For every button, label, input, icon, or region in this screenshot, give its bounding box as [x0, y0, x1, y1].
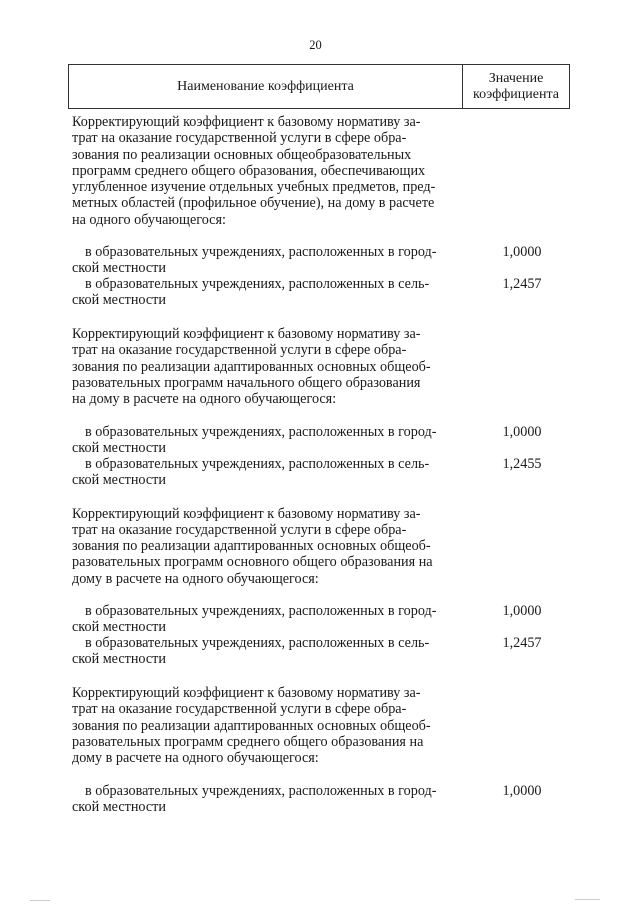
coefficient-value: 1,2457: [502, 276, 542, 293]
coefficient-value: 1,2455: [502, 455, 542, 472]
row-label-line1: в образовательных учреждениях, расположенных в сель-: [85, 635, 430, 652]
row-label-line2: ской местности: [72, 651, 166, 668]
scan-artifact: [30, 900, 50, 901]
coefficient-value: 1,0000: [502, 423, 542, 440]
heading-line: зования по реализации основных общеобразовательных: [72, 146, 412, 163]
coefficient-row: [72, 783, 562, 815]
heading-line: Корректирующий коэффициент к базовому нормативу за-: [72, 326, 421, 343]
row-label: [72, 783, 462, 816]
row-label-line2: ской местности: [72, 471, 166, 488]
heading-line: на дому в расчете на одного обучающегося:: [72, 391, 337, 408]
coefficient-value: 1,0000: [502, 244, 542, 261]
table-header: [68, 64, 570, 109]
row-label: [72, 456, 462, 489]
row-label-line2: ской местности: [72, 619, 166, 636]
heading-line: трат на оказание государственной услуги в сфере обра-: [72, 342, 407, 359]
coefficient-row: [72, 244, 562, 276]
coefficient-row: [72, 635, 562, 667]
heading-line: дому в расчете на одного обучающегося:: [72, 750, 319, 767]
coefficient-row: [72, 603, 562, 635]
row-label: [72, 635, 462, 668]
row-label-line2: ской местности: [72, 292, 166, 309]
coefficient-heading: [72, 326, 462, 407]
coefficient-value: 1,2457: [502, 635, 542, 652]
coefficient-block: [72, 326, 562, 487]
heading-line: на одного обучающегося:: [72, 211, 226, 228]
heading-line: программ среднего общего образования, обеспечивающих: [72, 162, 426, 179]
coefficient-row: [72, 424, 562, 456]
heading-line: дому в расчете на одного обучающегося:: [72, 570, 319, 587]
heading-line: зования по реализации адаптированных основных общеоб-: [72, 358, 431, 375]
coefficient-block: [72, 114, 562, 308]
row-label-line1: в образовательных учреждениях, расположенных в город-: [85, 782, 437, 799]
row-label-line2: ской местности: [72, 439, 166, 456]
heading-line: углубленное изучение отдельных учебных предметов, пред-: [72, 179, 436, 196]
column-header-name: Наименование коэффициента: [177, 78, 354, 94]
row-label: [72, 276, 462, 309]
heading-line: трат на оказание государственной услуги в сфере обра-: [72, 130, 407, 147]
heading-line: Корректирующий коэффициент к базовому нормативу за-: [72, 114, 421, 130]
row-label-line1: в образовательных учреждениях, расположенных в сель-: [85, 276, 430, 293]
coefficient-block: [72, 685, 562, 814]
scan-artifact: [575, 899, 600, 900]
heading-line: разовательных программ основного общего образования на: [72, 554, 433, 571]
coefficient-heading: [72, 506, 462, 587]
coefficient-value: 1,0000: [502, 603, 542, 620]
column-header-value-line1: Значение: [488, 70, 544, 86]
coefficient-block: [72, 506, 562, 667]
coefficient-list: [72, 114, 562, 833]
heading-line: трат на оказание государственной услуги в сфере обра-: [72, 701, 407, 718]
heading-line: зования по реализации адаптированных основных общеоб-: [72, 717, 431, 734]
heading-line: зования по реализации адаптированных основных общеоб-: [72, 538, 431, 555]
coefficient-heading: [72, 114, 462, 228]
heading-line: разовательных программ начального общего образования: [72, 374, 421, 391]
column-header-value-line2: коэффициента: [473, 86, 559, 102]
row-label-line2: ской местности: [72, 260, 166, 277]
coefficient-value: 1,0000: [502, 782, 542, 799]
row-label: [72, 244, 462, 277]
heading-line: метных областей (профильное обучение), на дому в расчете: [72, 195, 435, 212]
row-label-line1: в образовательных учреждениях, расположенных в город-: [85, 423, 437, 440]
heading-line: трат на оказание государственной услуги в сфере обра-: [72, 521, 407, 538]
heading-line: Корректирующий коэффициент к базовому нормативу за-: [72, 505, 421, 522]
row-label: [72, 603, 462, 636]
coefficient-row: [72, 276, 562, 308]
coefficient-heading: [72, 685, 462, 766]
row-label-line1: в образовательных учреждениях, расположенных в город-: [85, 244, 437, 261]
heading-line: разовательных программ среднего общего образования на: [72, 733, 424, 750]
page-number: 20: [309, 38, 322, 52]
row-label-line2: ской местности: [72, 798, 166, 815]
column-header-value: [463, 65, 569, 108]
heading-line: Корректирующий коэффициент к базовому нормативу за-: [72, 685, 421, 702]
coefficient-row: [72, 456, 562, 488]
row-label: [72, 424, 462, 457]
row-label-line1: в образовательных учреждениях, расположенных в сель-: [85, 455, 430, 472]
row-label-line1: в образовательных учреждениях, расположенных в город-: [85, 603, 437, 620]
